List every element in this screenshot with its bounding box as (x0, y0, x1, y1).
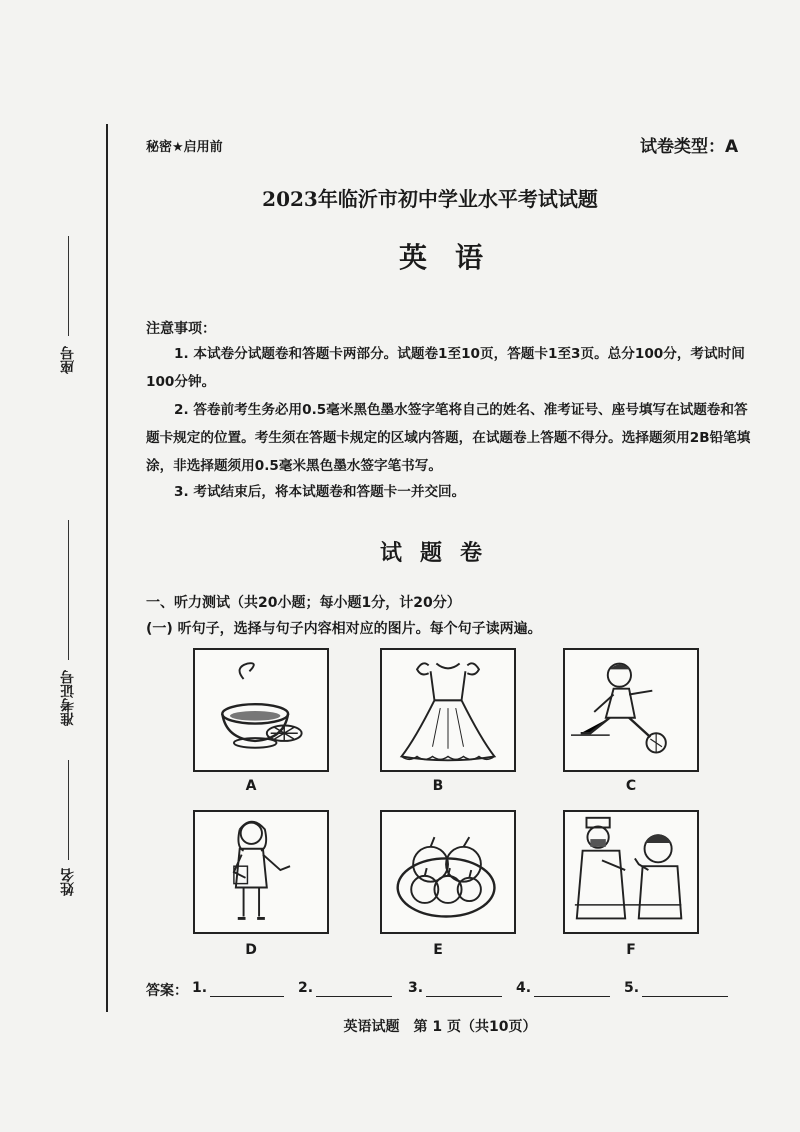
answer-number: 2. (298, 980, 314, 996)
part1-heading: 一、听力测试（共20小题；每小题1分，计20分） (146, 595, 461, 611)
picture-letter-a: A (245, 778, 257, 794)
ticket-label: 准考证号 (60, 670, 76, 726)
bowl-of-soup-icon (193, 648, 329, 772)
answer-blank-1[interactable] (210, 996, 284, 997)
name-blank-line (68, 760, 69, 860)
answer-number: 1. (192, 980, 208, 996)
picture-letter-b: B (432, 778, 444, 794)
answers-label: 答案： (146, 983, 188, 999)
note-item-3: 3. 考试结束后，将本试题卷和答题卡一并交回。 (174, 484, 466, 500)
section-title: 试题卷 (379, 541, 500, 566)
confidential-mark: 秘密★启用前 (146, 140, 223, 155)
exam-title: 2023年临沂市初中学业水平考试试题 (262, 187, 598, 211)
answer-blank-3[interactable] (426, 996, 502, 997)
answer-blank-5[interactable] (642, 996, 728, 997)
page-footer: 英语试题 第 1 页（共10页） (343, 1019, 537, 1035)
plate-of-apples-icon (380, 810, 516, 934)
boy-playing-soccer-icon (563, 648, 699, 772)
dress-icon (380, 648, 516, 772)
subject-title: 英语 (398, 241, 511, 274)
picture-letter-e: E (433, 942, 443, 958)
answer-number: 4. (516, 980, 532, 996)
notes-heading: 注意事项： (146, 321, 216, 337)
answer-blank-2[interactable] (316, 996, 392, 997)
answer-blank-4[interactable] (534, 996, 610, 997)
name-label: 姓名 (60, 868, 76, 896)
answer-number: 5. (624, 980, 640, 996)
note-item-1: 1. 本试卷分试题卷和答题卡两部分。试题卷1至10页，答题卡1至3页。总分100分，考试时间100分钟。 (146, 346, 745, 390)
woman-presenting-icon (193, 810, 329, 934)
note-item-2: 2. 答卷前考生务必用0.5毫米黑色墨水签字笔将自己的姓名、准考证号、座号填写在试题卷和答题卡规定的位置。考生须在答题卡规定的区域内答题，在试题卷上答题不得分。选择题须用2B铅笔填涂，非选择题须用0.5毫米黑色墨水签字笔书写。 (146, 402, 751, 474)
doctor-and-patient-icon (563, 810, 699, 934)
picture-letter-d: D (245, 942, 257, 958)
picture-letter-c: C (625, 778, 637, 794)
part1-instructions: (一) 听句子，选择与句子内容相对应的图片。每个句子读两遍。 (146, 621, 542, 637)
answer-number: 3. (408, 980, 424, 996)
picture-letter-f: F (626, 942, 636, 958)
seat-label: 座号 (60, 346, 76, 374)
paper-type: 试卷类型：A (640, 137, 739, 157)
